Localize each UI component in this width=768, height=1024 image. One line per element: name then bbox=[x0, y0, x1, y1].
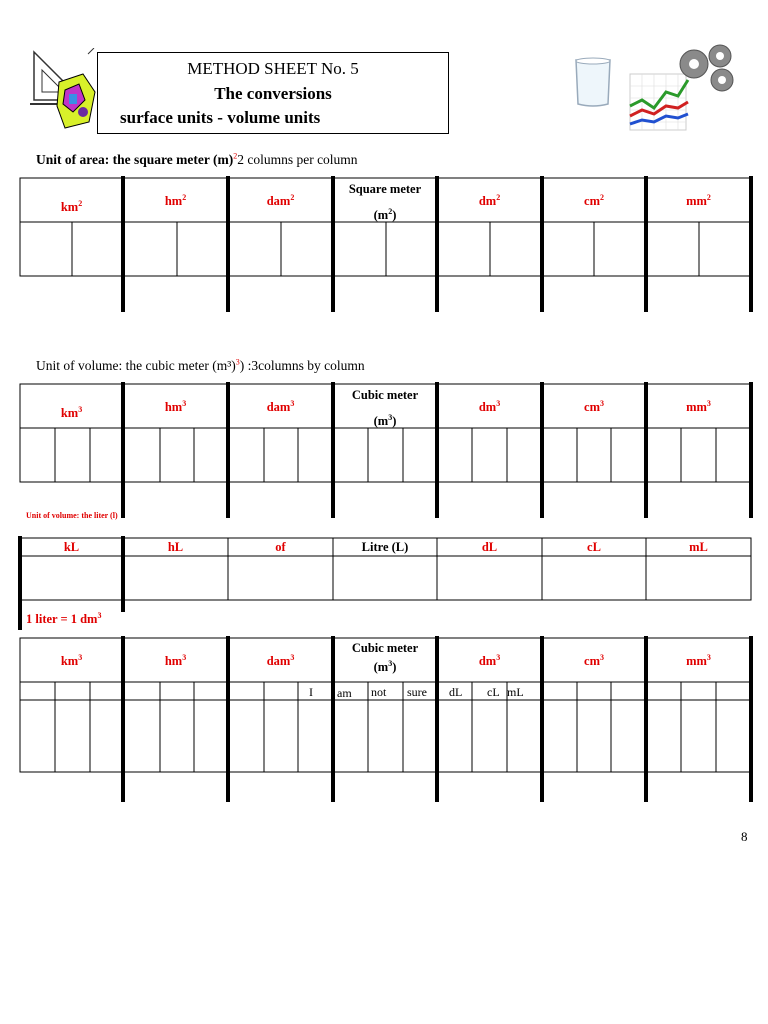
overlay-word: cL bbox=[487, 685, 500, 699]
unit-km3: $km^3$ bbox=[60, 404, 83, 420]
overlay-word: I bbox=[309, 685, 313, 699]
unit-hm3: $hm^3$ bbox=[164, 398, 187, 414]
unit-km2: $km^2$ bbox=[60, 198, 83, 214]
overlay-word: not bbox=[371, 685, 387, 699]
unit-dm2: $dm^2$ bbox=[478, 192, 501, 208]
unit-cubic-meter: Cubic meter $(m^3)$ bbox=[351, 641, 419, 674]
unit-cm3: $cm^3$ bbox=[584, 652, 604, 668]
unit-kl: kL bbox=[63, 540, 80, 554]
unit-dam3: dam$^3$ bbox=[266, 652, 295, 668]
unit-hm2: $hm^2$ bbox=[164, 192, 187, 208]
unit-cl: cL bbox=[587, 540, 601, 554]
unit-cm2: $cm^2$ bbox=[584, 192, 604, 208]
overlay-word: sure bbox=[407, 685, 427, 699]
unit-hl: hL bbox=[167, 540, 184, 554]
overlay-word: mL bbox=[507, 685, 524, 699]
overlay-word: am bbox=[337, 686, 352, 700]
unit-square-meter: Square meter $(m^2)$ bbox=[348, 182, 422, 222]
unit-dm3: $dm^3$ bbox=[478, 652, 501, 668]
unit-mm3: $mm^3$ bbox=[686, 652, 711, 668]
unit-ml: mL bbox=[689, 540, 708, 554]
unit-dal: of bbox=[275, 540, 286, 554]
unit-litre: Litre (L) bbox=[361, 540, 409, 554]
area-section-label: Unit of area: the square meter $(m)^22$ columns per column bbox=[36, 151, 358, 167]
liter-note: Unit of volume: the liter (l) bbox=[26, 511, 118, 520]
unit-hm3: $hm^3$ bbox=[164, 652, 187, 668]
unit-dm3: $dm^3$ bbox=[478, 398, 501, 414]
unit-dam2: dam$^2$ bbox=[266, 192, 295, 208]
unit-cm3: $cm^3$ bbox=[584, 398, 604, 414]
sheet-topic: surface units - volume units bbox=[120, 108, 321, 127]
unit-cubic-meter: Cubic meter $(m^3)$ bbox=[351, 388, 419, 428]
page-number: 8 bbox=[741, 829, 748, 844]
sheet-title: METHOD SHEET No. 5 bbox=[187, 59, 359, 78]
unit-km3: $km^3$ bbox=[60, 652, 83, 668]
unit-dam3: dam$^3$ bbox=[266, 398, 295, 414]
volume-section-label: Unit of volume: the cubic meter $(m^3)^3$) :3columns by column bbox=[36, 357, 365, 373]
overlay-word: dL bbox=[449, 685, 463, 699]
liter-equivalence: 1 liter = 1 $dm^3$ bbox=[26, 610, 102, 626]
unit-mm3: $mm^3$ bbox=[686, 398, 711, 414]
unit-mm2: $mm^2$ bbox=[686, 192, 711, 208]
sheet-subtitle: The conversions bbox=[214, 84, 332, 103]
unit-dl: dL bbox=[481, 540, 498, 554]
